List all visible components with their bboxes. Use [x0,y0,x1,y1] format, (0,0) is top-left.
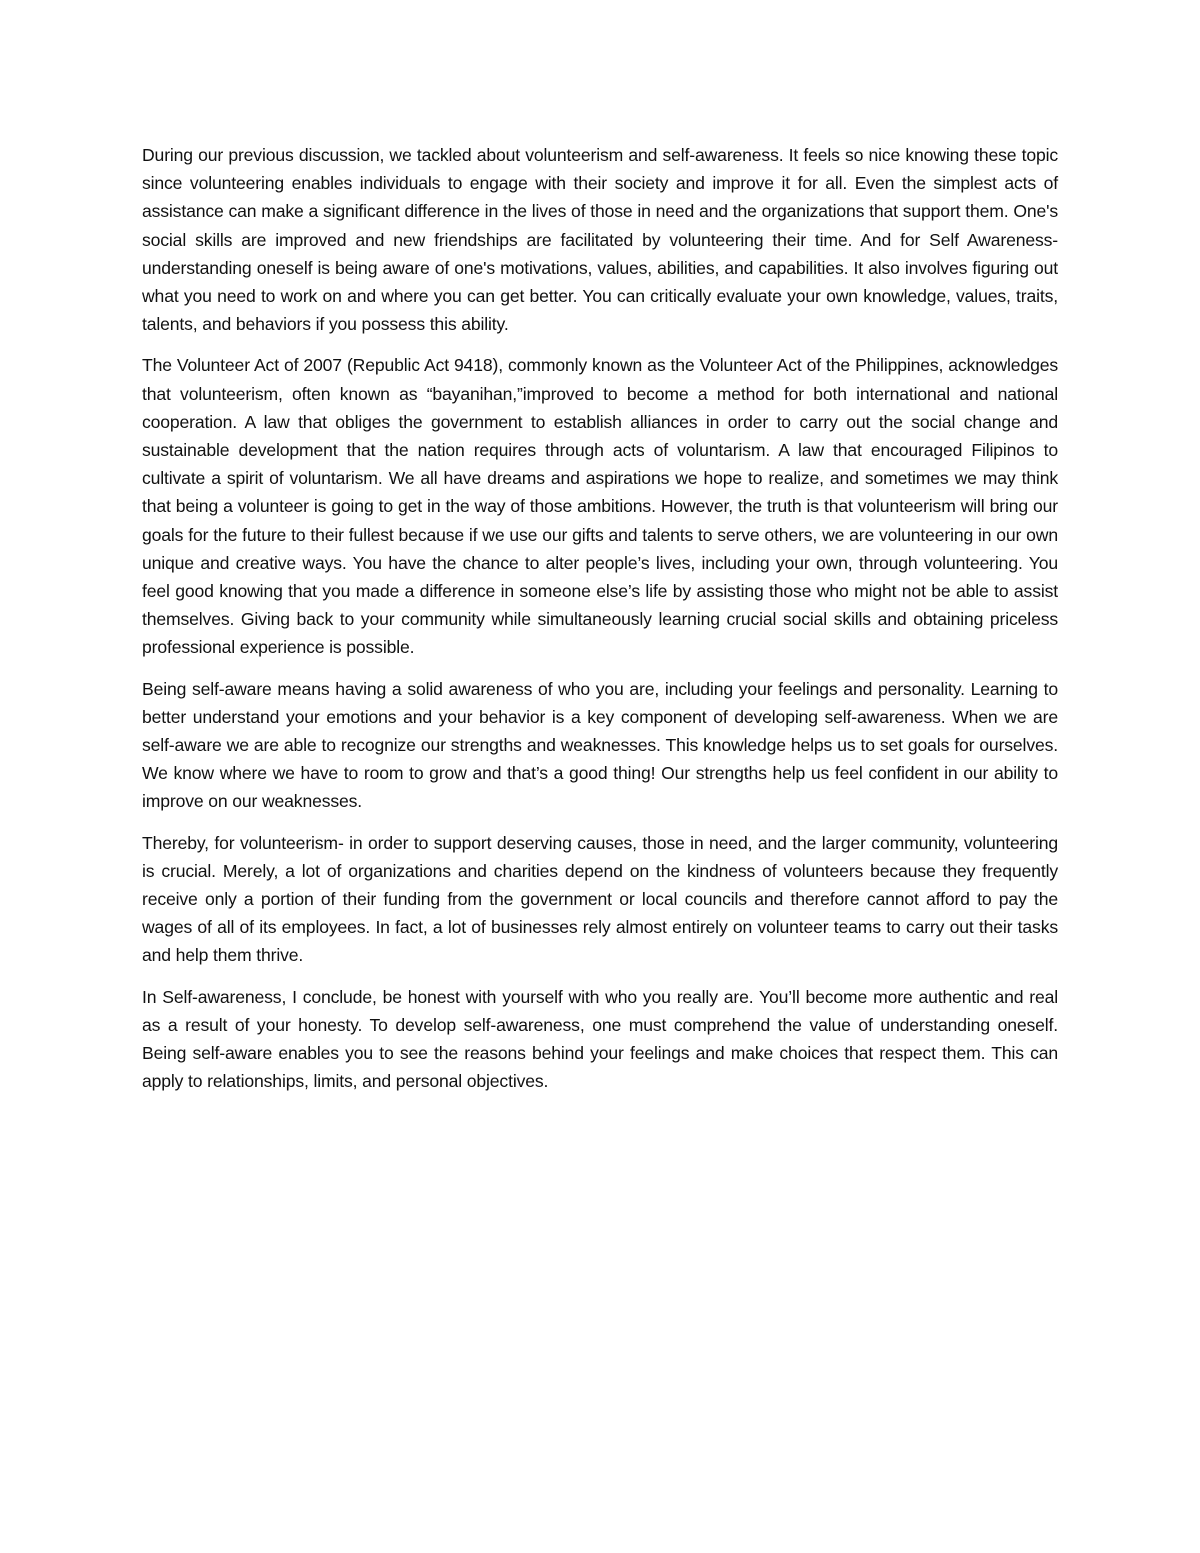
paragraph-self-awareness-conclusion: In Self-awareness, I conclude, be honest with yourself with who you really are. You’ll become more authentic and real as a result of your honesty. To develop self-awareness, one must comprehend the value of understanding oneself. Being self-aware enables you to see the reasons behind your feelings and make choices that respect them. This can apply to relationships, limits, and personal objectives. [142,986,1058,1092]
paragraph-volunteerism-conclusion: Thereby, for volunteerism- in order to support deserving causes, those in need, and the larger community, volunteering is crucial. Merely, a lot of organizations and charities depend on the kindness of volunteers because they frequently receive only a portion of their funding from the government or local councils and therefore cannot afford to pay the wages of all of its employees. In fact, a lot of businesses rely almost entirely on volunteer teams to carry out their tasks and help them thrive. [142,832,1058,966]
paragraph-self-aware: Being self-aware means having a solid awareness of who you are, including your feelings and personality. Learning to better understand your emotions and your behavior is a key component of developing self-awareness. When we are self-aware we are able to recognize our strengths and weaknesses. This knowledge helps us to set goals for ourselves. We know where we have to room to grow and that’s a good thing! Our strengths help us feel confident in our ability to improve on our weaknesses. [142,678,1058,812]
document-body [142,141,1058,1109]
paragraph-volunteer-act: The Volunteer Act of 2007 (Republic Act 9418), commonly known as the Volunteer Act of the Philippines, acknowledges that volunteerism, often known as “bayanihan,”improved to become a method for both international and national cooperation. A law that obliges the government to establish alliances in order to carry out the social change and sustainable development that the nation requires through acts of voluntarism. A law that encouraged Filipinos to cultivate a spirit of voluntarism. We all have dreams and aspirations we hope to realize, and sometimes we may think that being a volunteer is going to get in the way of those ambitions. However, the truth is that volunteerism will bring our goals for the future to their fullest because if we use our gifts and talents to serve others, we are volunteering in our own unique and creative ways. You have the chance to alter people’s lives, including your own, through volunteering. You feel good knowing that you made a difference in someone else’s life by assisting those who might not be able to assist themselves. Giving back to your community while simultaneously learning crucial social skills and obtaining priceless professional experience is possible. [142,355,1058,658]
paragraph-volunteerism-intro: During our previous discussion, we tackled about volunteerism and self-awareness. It feels so nice knowing these topic since volunteering enables individuals to engage with their society and improve it for all. Even the simplest acts of assistance can make a significant difference in the lives of those in need and the organizations that support them. One's social skills are improved and new friendships are facilitated by volunteering their time. And for Self Awareness- understanding oneself is being aware of one's motivations, values, abilities, and capabilities. It also involves figuring out what you need to work on and where you can get better. You can critically evaluate your own knowledge, values, traits, talents, and behaviors if you possess this ability. [142,145,1058,335]
